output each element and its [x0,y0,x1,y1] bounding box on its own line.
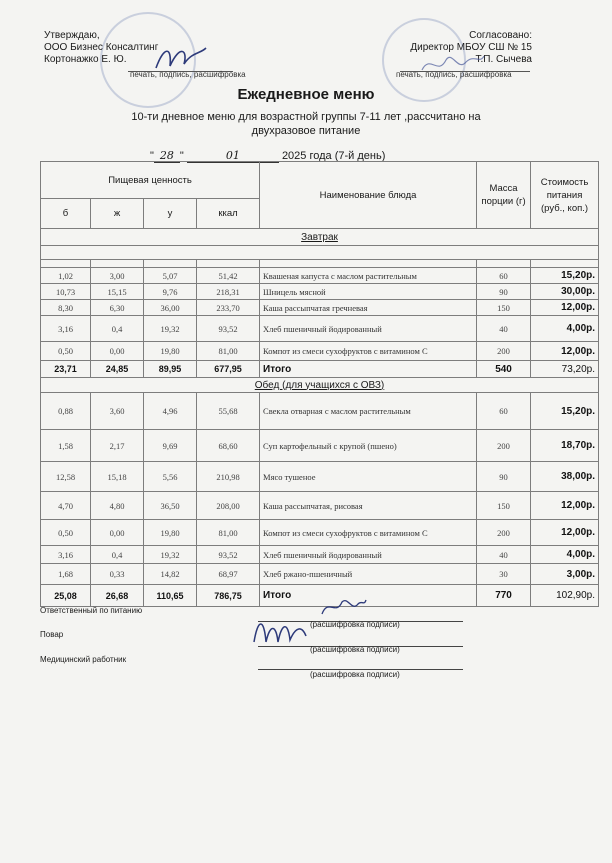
agreement-person: Т.П. Сычева [475,54,532,65]
table-row: 1,68 0,33 14,82 68,97 Хлеб ржано-пшеничный 30 3,00р. [41,564,599,585]
agreement-position: Директор МБОУ СШ № 15 [410,42,532,53]
page-subtitle: 10-ти дневное меню для возрастной группы 7-11 лет ,рассчитано на двухразовое питание [131,111,481,137]
table-row: 1,02 3,00 5,07 51,42 Квашеная капуста с маслом растительным 60 15,20р. [41,268,599,284]
approval-block [44,30,158,66]
header-nutrition: Пищевая ценность [41,162,260,199]
signature-scribble-cook [250,612,310,648]
approval-org: ООО Бизнес Консалтинг [44,42,159,53]
lunch-total-row: 25,08 26,68 110,65 786,75 Итого 770 102,90р. [41,585,599,607]
header-carbs: у [144,199,197,229]
approval-caption: печать, подпись, расшифровка [130,70,246,79]
menu-date: " 28 " 01 2025 года (7-й день) [150,149,386,162]
agreement-caption: печать, подпись, расшифровка [396,70,512,79]
breakfast-total-row: 23,71 24,85 89,95 677,95 Итого 540 73,20р. [41,361,599,378]
date-month: 01 [187,149,279,163]
table-row: 3,16 0,4 19,32 93,52 Хлеб пшеничный йодированный 40 4,00р. [41,546,599,564]
table-row: 0,88 3,60 4,96 55,68 Свекла отварная с маслом растительным 60 15,20р. [41,393,599,430]
breakfast-rows [41,268,599,378]
approval-title: Утверждаю, [44,30,100,41]
medic-sig-caption: (расшифровка подписи) [310,670,400,679]
header-dish: Наименование блюда [260,162,477,229]
lunch-rows [41,393,599,607]
page-title: Ежедневное меню [237,86,375,103]
menu-table [40,161,599,607]
table-row: 0,50 0,00 19,80 81,00 Компот из смеси сухофруктов с витамином С 200 12,00р. [41,520,599,546]
approval-person: Кортонажко Е. Ю. [44,54,127,65]
table-header-row [41,162,599,199]
date-day: 28 [154,149,180,163]
table-row: 3,16 0,4 19,32 93,52 Хлеб пшеничный йодированный 40 4,00р. [41,316,599,342]
footer-cook-label: Повар [40,630,64,639]
empty-row [41,260,599,268]
date-year-day: 2025 года (7-й день) [281,150,386,162]
agreement-title: Согласовано: [469,30,532,41]
header-cost: Стоимость питания (руб., коп.) [531,162,599,229]
signature-scribble-responsible [318,594,368,620]
signature-scribble-right [418,46,488,80]
section-breakfast-label: Завтрак [41,229,599,246]
empty-row [41,246,599,260]
header-kcal: ккал [197,199,260,229]
cook-sig-caption: (расшифровка подписи) [310,645,400,654]
footer-medic-label: Медицинский работник [40,655,127,664]
section-lunch-label: Обед (для учащихся с ОВЗ) [41,378,599,393]
header-protein: б [41,199,91,229]
header-mass: Масса порции (г) [477,162,531,229]
table-row: 8,30 6,30 36,00 233,70 Каша рассыпчатая гречневая 150 12,00р. [41,300,599,316]
table-row: 4,70 4,80 36,50 208,00 Каша рассыпчатая, рисовая 150 12,00р. [41,492,599,520]
footer-responsible-label: Ответственный по питанию [40,606,143,615]
responsible-sig-caption: (расшифровка подписи) [310,620,400,629]
table-row: 10,73 15,15 9,76 218,31 Шницель мясной 90 30,00р. [41,284,599,300]
header-fat: ж [91,199,144,229]
signature-scribble-left [150,40,210,76]
section-row-lunch [41,378,599,393]
table-row: 0,50 0,00 19,80 81,00 Компот из смеси сухофруктов с витамином С 200 12,00р. [41,342,599,361]
section-row-breakfast [41,229,599,246]
table-row: 12,58 15,18 5,56 210,98 Мясо тушеное 90 38,00р. [41,462,599,492]
table-row: 1,58 2,17 9,69 68,60 Суп картофельный с крупой (пшено) 200 18,70р. [41,430,599,462]
